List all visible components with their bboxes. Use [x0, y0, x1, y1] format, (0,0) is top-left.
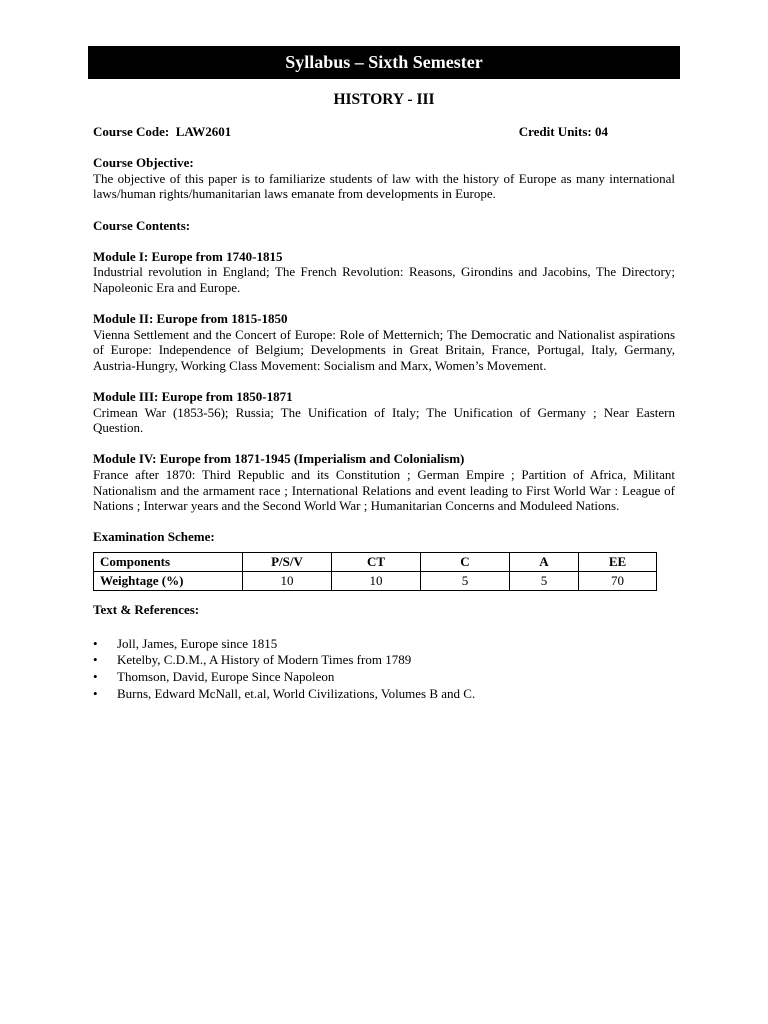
- objective-text: The objective of this paper is to familiarize students of law with the history of Europe as many international laws/human rights/humanitarian laws emanate from developments in Europe.: [93, 170, 675, 202]
- table-header-row: [94, 553, 657, 572]
- reference-text: Joll, James, Europe since 1815: [117, 635, 278, 651]
- module-4-title: Module IV: Europe from 1871-1945 (Imperialism and Colonialism): [93, 451, 465, 467]
- module-2-text: Vienna Settlement and the Concert of Europe: Role of Metternich; The Democratic and Nationalist aspirations of Europe: Independence of Belgium; Developments in Great Britain, France, Portugal, Italy, Germany, Austria-Hungry, Working Class Movement: Socialism and Marx, Women’s Movement.: [93, 326, 675, 373]
- module-4-text: France after 1870: Third Republic and its Constitution ; German Empire ; Partition of Africa, Militant Nationalism and the armament race ; International Relations and event leading to First World War : League of Nations ; Interwar years and the Second World War ; Humanitarian Concerns and Moduleed Nations.: [93, 467, 675, 514]
- objective-heading: Course Objective:: [93, 155, 194, 171]
- page-banner: Syllabus – Sixth Semester: [88, 46, 680, 79]
- list-item: [93, 636, 675, 653]
- table-row: [94, 572, 657, 591]
- course-title: HISTORY - III: [333, 91, 435, 108]
- document-body: [93, 124, 675, 703]
- bullet-icon: •: [93, 635, 98, 651]
- table-cell: 10: [243, 572, 332, 591]
- reference-text: Thomson, David, Europe Since Napoleon: [117, 669, 335, 685]
- table-header-cell: A: [510, 553, 579, 572]
- refs-heading: Text & References:: [93, 602, 200, 618]
- references-list: [93, 636, 675, 703]
- bullet-icon: •: [93, 686, 98, 702]
- module-3-title: Module III: Europe from 1850-1871: [93, 389, 293, 405]
- course-code-value: LAW2601: [175, 124, 232, 139]
- course-code-row: [93, 124, 608, 140]
- contents-heading: Course Contents:: [93, 217, 191, 233]
- table-header-cell: CT: [332, 553, 421, 572]
- module-1-text: Industrial revolution in England; The French Revolution: Reasons, Girondins and Jacobins, The Directory; Napoleonic Era and Europe.: [93, 264, 675, 295]
- table-header-cell: C: [421, 553, 510, 572]
- module-2-title: Module II: Europe from 1815-1850: [93, 311, 288, 327]
- table-cell: 10: [332, 572, 421, 591]
- module-1-title: Module I: Europe from 1740-1815: [93, 248, 283, 264]
- course-code: [93, 124, 231, 140]
- table-cell: 70: [579, 572, 657, 591]
- table-header-cell: Components: [94, 553, 243, 572]
- course-code-label: Course Code:: [93, 124, 170, 139]
- reference-text: Ketelby, C.D.M., A History of Modern Times from 1789: [117, 652, 412, 668]
- table-cell: 5: [421, 572, 510, 591]
- bullet-icon: •: [93, 669, 98, 685]
- table-cell: Weightage (%): [94, 572, 243, 591]
- exam-heading: Examination Scheme:: [93, 529, 215, 545]
- exam-scheme-table: [93, 552, 657, 591]
- table-cell: 5: [510, 572, 579, 591]
- list-item: [93, 669, 675, 686]
- credit-units: Credit Units: 04: [518, 124, 608, 139]
- bullet-icon: •: [93, 652, 98, 668]
- list-item: [93, 652, 675, 669]
- reference-text: Burns, Edward McNall, et.al, World Civilizations, Volumes B and C.: [117, 686, 476, 702]
- table-header-cell: EE: [579, 553, 657, 572]
- module-3-text: Crimean War (1853-56); Russia; The Unification of Italy; The Unification of Germany ; Near Eastern Question.: [93, 404, 675, 436]
- list-item: [93, 686, 675, 703]
- table-header-cell: P/S/V: [243, 553, 332, 572]
